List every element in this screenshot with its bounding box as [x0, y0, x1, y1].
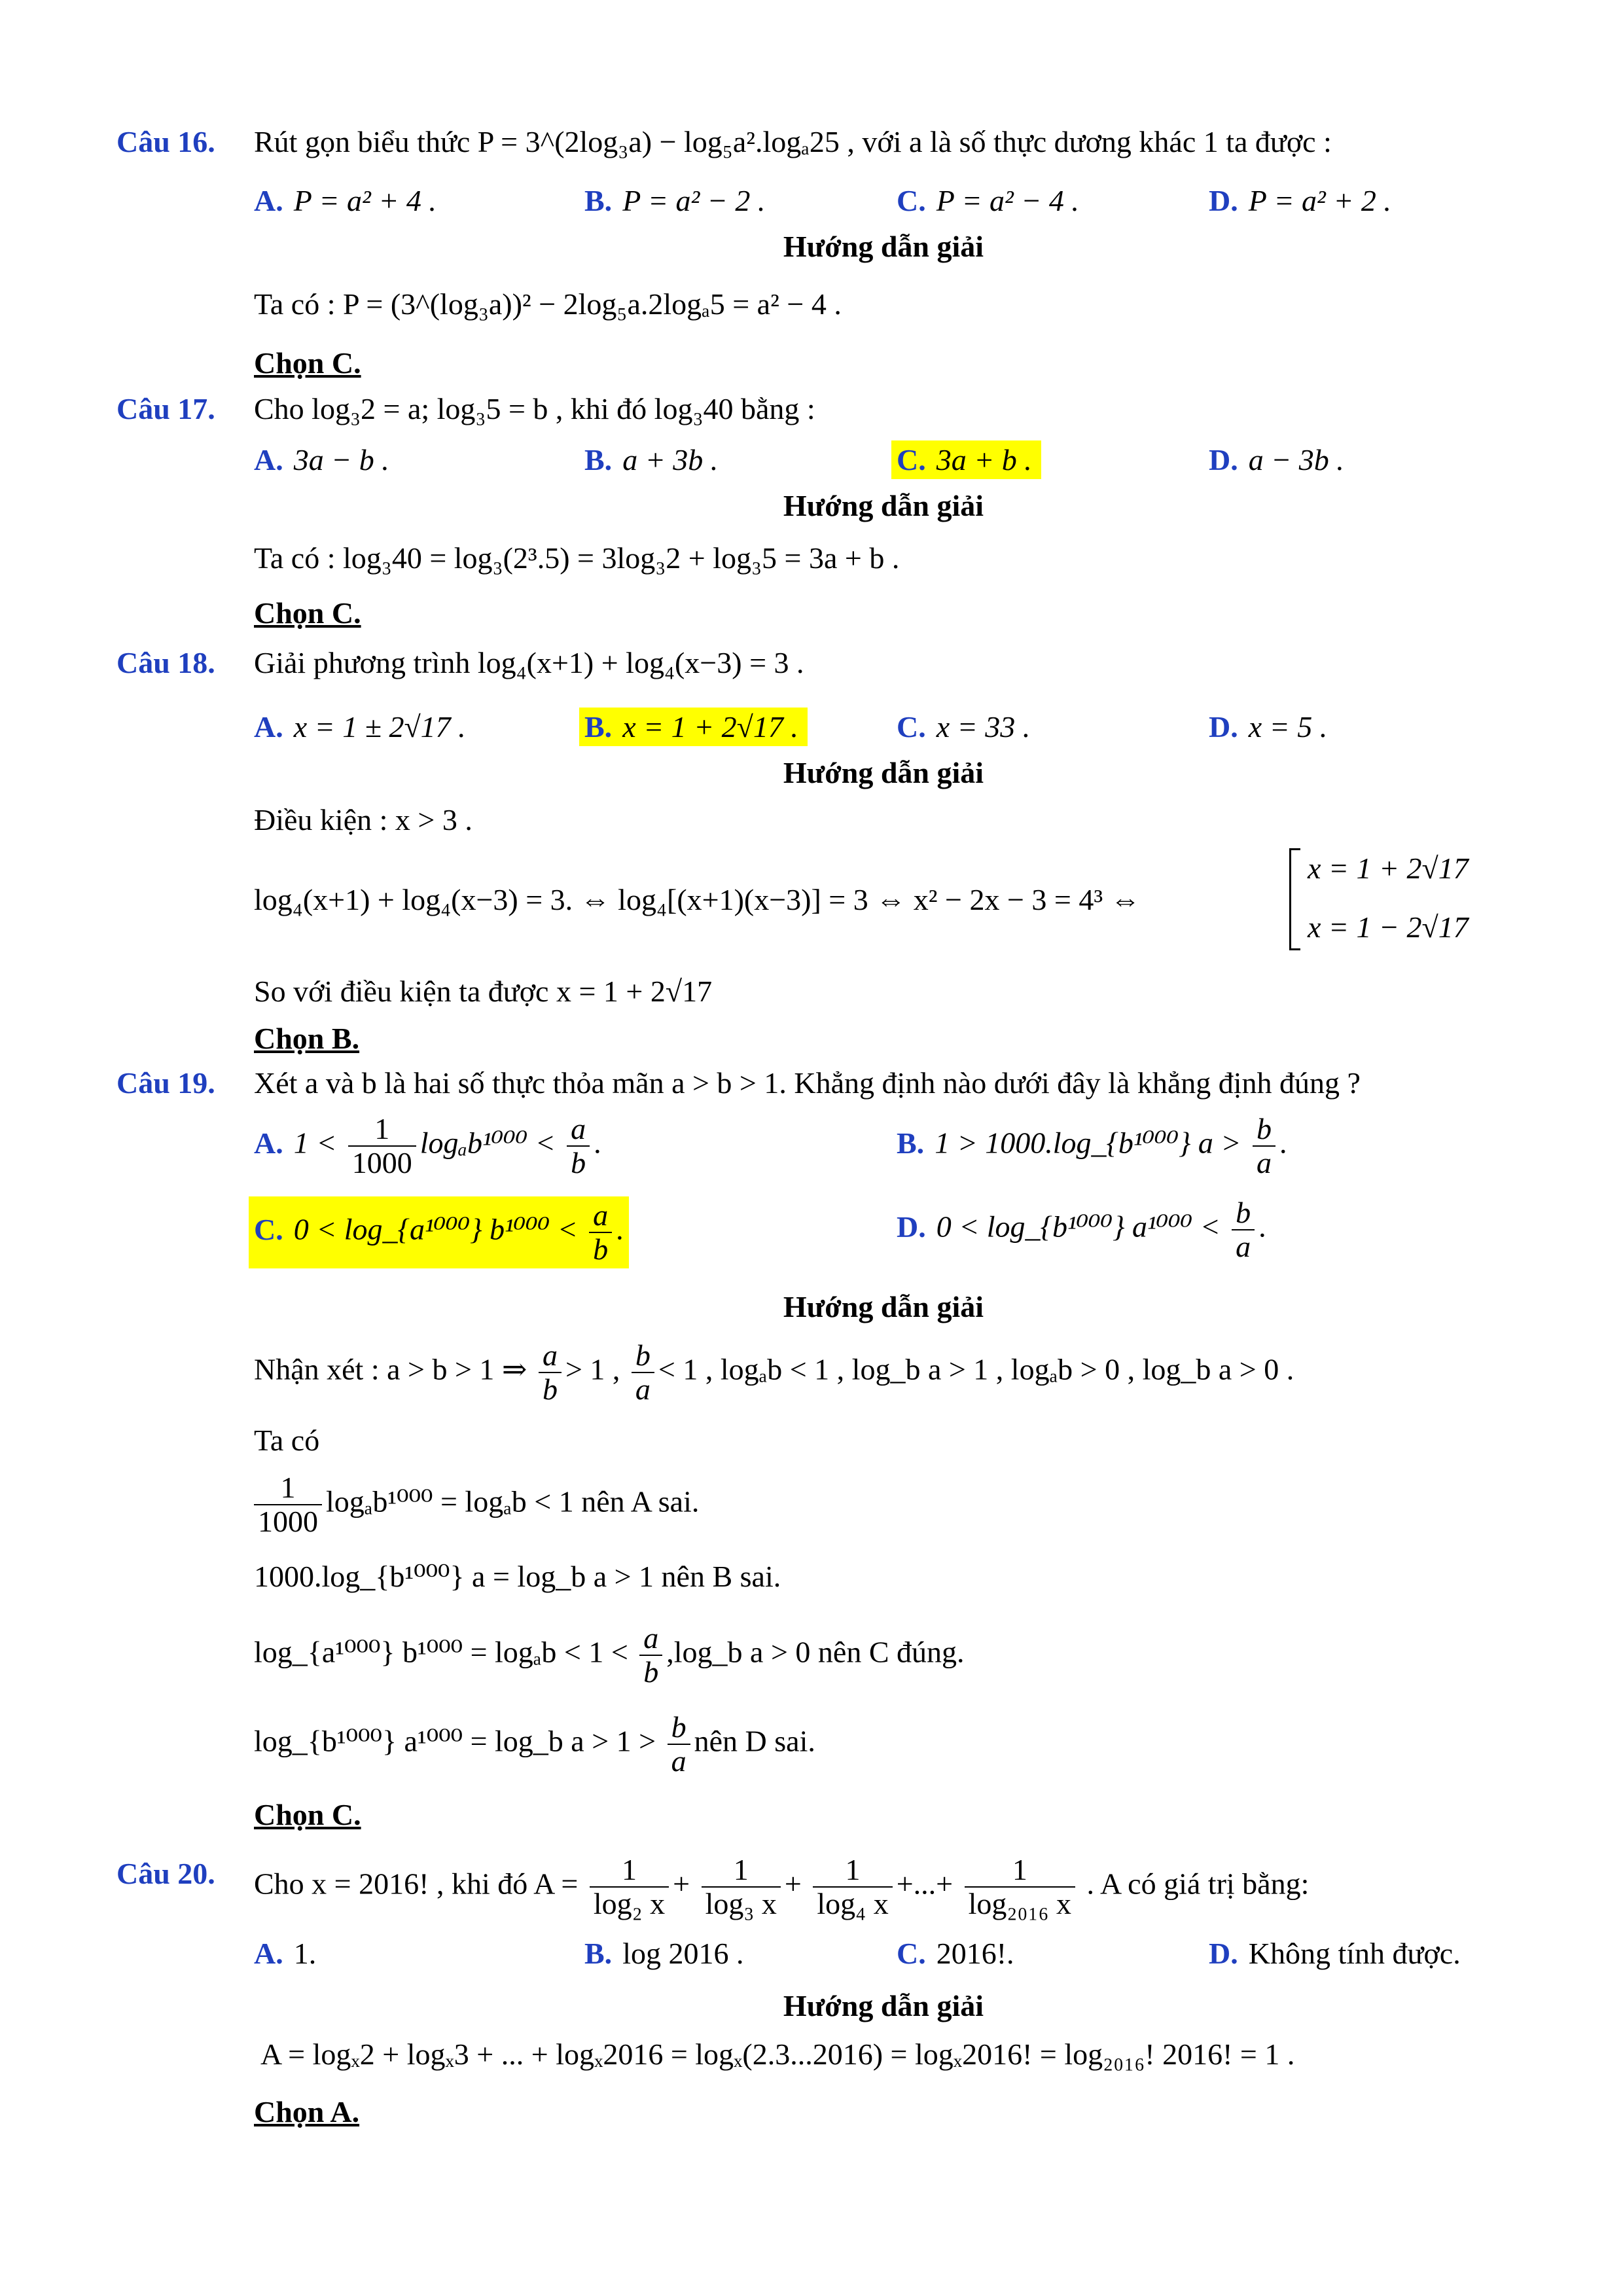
q18-conclusion: So với điều kiện ta được x = 1 + 2√17: [254, 975, 713, 1008]
q20-solution: A = logₓ2 + logₓ3 + ... + logₓ2016 = logₓ(2.3...2016) = logₓ2016! = log₂₀₁₆! 2016! = 1 .: [260, 2037, 1295, 2071]
question-17-stem: Cho log₃2 = a; log₃5 = b , khi đó log₃40 bằng :: [254, 392, 815, 425]
q19-step-2: 1000.log_{b¹⁰⁰⁰} a = log_b a > 1 nên B sai.: [254, 1560, 781, 1593]
q18-option-a[interactable]: A. x = 1 ± 2√17 .: [254, 710, 466, 744]
q18-root-bracket: [1289, 848, 1300, 950]
q20-solution-heading: Hướng dẫn giải: [783, 1989, 984, 2022]
q19-option-b[interactable]: B. 1 > 1000.log_{b¹⁰⁰⁰} a > $\frac{b}{a}$ .: [897, 1112, 1287, 1179]
question-16-stem: Rút gọn biểu thức P = 3^(2log₃a) − log₅a².logₐ25 , với a là số thực dương khác 1 ta được :: [254, 125, 1332, 158]
q19-ta-co: Ta có: [254, 1424, 320, 1457]
q16-solution-heading: Hướng dẫn giải: [783, 230, 984, 263]
q17-solution: Ta có : log₃40 = log₃(2³.5) = 3log₃2 + log₃5 = 3a + b .: [254, 541, 900, 575]
question-20-number: Câu 20.: [116, 1857, 215, 1890]
q18-root-1: x = 1 + 2√17: [1308, 852, 1469, 885]
q20-answer: Chọn A.: [254, 2095, 360, 2128]
q18-option-d[interactable]: D. x = 5 .: [1209, 710, 1328, 744]
q19-step-3: log_{a¹⁰⁰⁰} b¹⁰⁰⁰ = logₐb < 1 < $\frac{a}{b}$ ,log_b a > 0 nên C đúng.: [254, 1621, 965, 1689]
q17-option-d[interactable]: D. a − 3b .: [1209, 443, 1344, 476]
question-17-number: Câu 17.: [116, 392, 215, 425]
q20-option-d[interactable]: D. Không tính được.: [1209, 1937, 1461, 1970]
q16-option-a[interactable]: A. P = a² + 4 .: [254, 184, 437, 217]
q19-option-a[interactable]: A. 1 < $\frac{1}{1000}$ logₐb¹⁰⁰⁰ < $\frac{a}{b}$ .: [254, 1112, 601, 1179]
q19-remark: Nhận xét : a > b > 1 ⇒ $\frac{a}{b}$ > 1 , $\frac{b}{a}$ < 1 , logₐb < 1 , log_b a > 1 , logₐb > 0 , log_b a > 0 .: [254, 1338, 1294, 1406]
q20-option-a[interactable]: A. 1.: [254, 1937, 317, 1970]
q18-option-b[interactable]: B. x = 1 + 2√17 .: [579, 707, 808, 747]
q19-option-c[interactable]: C. 0 < log_{a¹⁰⁰⁰} b¹⁰⁰⁰ < $\frac{a}{b}$ .: [249, 1196, 629, 1268]
q19-step-1: $\frac{1}{1000}$ logₐb¹⁰⁰⁰ = logₐb < 1 nên A sai.: [254, 1471, 699, 1538]
q18-root-2: x = 1 − 2√17: [1308, 910, 1469, 944]
q18-equation: log₄(x+1) + log₄(x−3) = 3. ⇔ log₄[(x+1)(x−3)] = 3 ⇔ x² − 2x − 3 = 4³ ⇔: [254, 883, 1141, 916]
q19-answer: Chọn C.: [254, 1798, 361, 1831]
q18-answer: Chọn B.: [254, 1022, 360, 1055]
q17-option-c[interactable]: C. 3a + b .: [891, 440, 1041, 480]
q18-option-c[interactable]: C. x = 33 .: [897, 710, 1031, 744]
question-16-number: Câu 16.: [116, 125, 215, 158]
question-19-number: Câu 19.: [116, 1066, 215, 1100]
q17-option-a[interactable]: A. 3a − b .: [254, 443, 389, 476]
q19-option-d[interactable]: D. 0 < log_{b¹⁰⁰⁰} a¹⁰⁰⁰ < $\frac{b}{a}$ .: [897, 1196, 1266, 1263]
q16-option-d[interactable]: D. P = a² + 2 .: [1209, 184, 1391, 217]
q17-option-b[interactable]: B. a + 3b .: [584, 443, 719, 476]
q16-option-c[interactable]: C. P = a² − 4 .: [897, 184, 1079, 217]
q16-answer: Chọn C.: [254, 346, 361, 380]
q17-solution-heading: Hướng dẫn giải: [783, 489, 984, 522]
q19-step-4: log_{b¹⁰⁰⁰} a¹⁰⁰⁰ = log_b a > 1 > $\frac{b}{a}$ nên D sai.: [254, 1710, 815, 1778]
q16-solution: Ta có : P = (3^(log₃a))² − 2log₅a.2logₐ5 = a² − 4 .: [254, 287, 842, 321]
q16-option-b[interactable]: B. P = a² − 2 .: [584, 184, 766, 217]
question-18-stem: Giải phương trình log₄(x+1) + log₄(x−3) = 3 .: [254, 646, 804, 679]
q20-option-b[interactable]: B. log 2016 .: [584, 1937, 744, 1970]
q18-condition: Điều kiện : x > 3 .: [254, 803, 473, 836]
q18-solution-heading: Hướng dẫn giải: [783, 756, 984, 789]
question-19-stem: Xét a và b là hai số thực thỏa mãn a > b > 1. Khẳng định nào dưới đây là khẳng định đúng ?: [254, 1066, 1361, 1100]
q20-option-c[interactable]: C. 2016!.: [897, 1937, 1014, 1970]
question-18-number: Câu 18.: [116, 646, 215, 679]
question-20-stem: Cho x = 2016! , khi đó A = $\frac{1}{\text{log₂ x}}$ + $\frac{1}{\text{log₃ x}}$ + $\frac{1}{\text{log₄ x}}$ +...+ $\frac{1}{\text{log₂₀₁₆ x}}$ . A có giá trị bằng:: [254, 1853, 1310, 1920]
q17-answer: Chọn C.: [254, 596, 361, 630]
q19-solution-heading: Hướng dẫn giải: [783, 1290, 984, 1323]
